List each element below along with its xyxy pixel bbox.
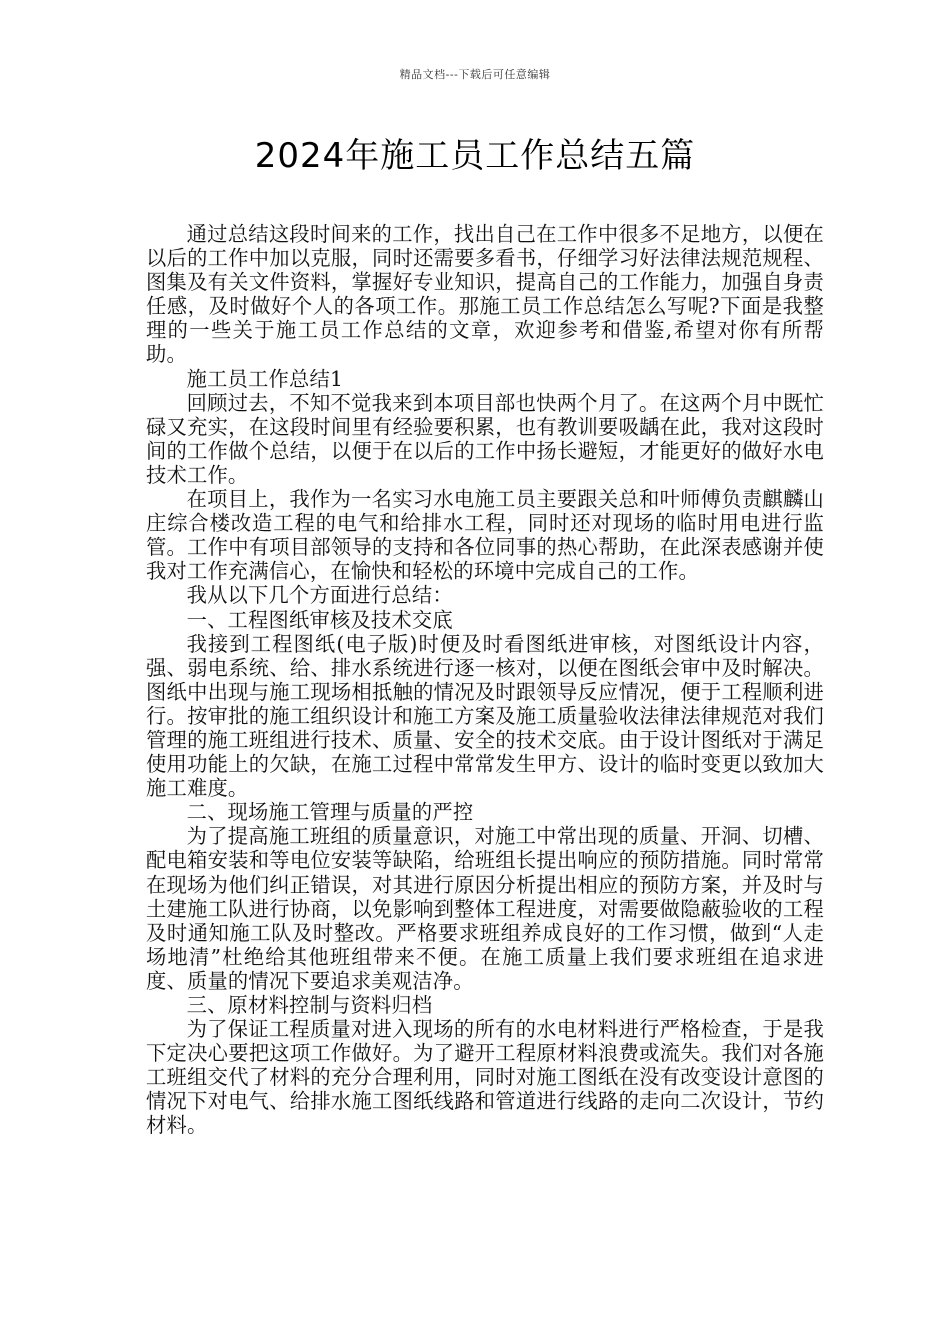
paragraph-project-role: 在项目上，我作为一名实习水电施工员主要跟关总和叶师傅负责麒麟山庄综合楼改造工程的电气和给排水工程，同时还对现场的临时用电进行监管。工作中有项目部领导的支持和各位同事的热心帮助，在此深表感谢并使我对工作充满信心，在愉快和轻松的环境中完成自己的工作。 xyxy=(146,487,824,584)
section-heading-materials: 三、原材料控制与资料归档 xyxy=(186,993,433,1017)
header-note: 精品文档---下载后可任意编辑 xyxy=(399,68,551,81)
document-body xyxy=(146,222,824,1138)
section-heading-drawings: 一、工程图纸审核及技术交底 xyxy=(186,607,453,632)
document-title: 2024年施工员工作总结五篇 xyxy=(254,136,696,176)
paragraph-aspects-intro: 我从以下几个方面进行总结： xyxy=(186,583,453,608)
section-heading-summary-1: 施工员工作总结1 xyxy=(186,366,344,391)
paragraph-review: 回顾过去，不知不觉我来到本项目部也快两个月了。在这两个月中既忙碌又充实，在这段时间里有经验要积累，也有教训要吸龋在此，我对这段时间的工作做个总结，以便于在以后的工作中扬长避短，才能更好的做好水电技术工作。 xyxy=(146,390,824,487)
paragraph-site-management: 为了提高施工班组的质量意识，对施工中常出现的质量、开洞、切槽、配电箱安装和等电位安装等缺陷，给班组长提出响应的预防措施。同时常常在现场为他们纠正错误，对其进行原因分析提出相应的预防方案，并及时与土建施工队进行协商，以免影响到整体工程进度，对需要做隐蔽验收的工程及时通知施工队及时整改。严格要求班组养成良好的工作习惯，做到“人走场地清”杜绝给其他班组带来不便。在施工质量上我们要求班组在追求进度、质量的情况下要追求美观洁净。 xyxy=(146,824,824,993)
paragraph-drawings: 我接到工程图纸(电子版)时便及时看图纸进审核，对图纸设计内容，强、弱电系统、给、排水系统进行逐一核对，以便在图纸会审中及时解决。图纸中出现与施工现场相抵触的情况及时跟领导反应情况，便于工程顺利进行。按审批的施工组织设计和施工方案及施工质量验收法律法律规范对我们管理的施工班组进行技术、质量、安全的技术交底。由于设计图纸对于满足使用功能上的欠缺，在施工过程中常常发生甲方、设计的临时变更以致加大施工难度。 xyxy=(146,631,824,801)
section-heading-site-management: 二、现场施工管理与质量的严控 xyxy=(186,800,474,825)
paragraph-intro: 通过总结这段时间来的工作，找出自己在工作中很多不足地方，以便在以后的工作中加以克服，同时还需要多看书，仔细学习好法律法规范规程、图集及有关文件资料，掌握好专业知识，提高自己的工作能力，加强自身责任感，及时做好个人的各项工作。那施工员工作总结怎么写呢?下面是我整理的一些关于施工员工作总结的文章，欢迎参考和借鉴,希望对你有所帮助。 xyxy=(146,222,824,367)
paragraph-materials: 为了保证工程质量对进入现场的所有的水电材料进行严格检查，于是我下定决心要把这项工作做好。为了避开工程原材料浪费或流失。我们对各施工班组交代了材料的充分合理利用，同时对施工图纸在没有改变设计意图的情况下对电气、给排水施工图纸线路和管道进行线路的走向二次设计，节约材料。 xyxy=(146,1017,824,1138)
